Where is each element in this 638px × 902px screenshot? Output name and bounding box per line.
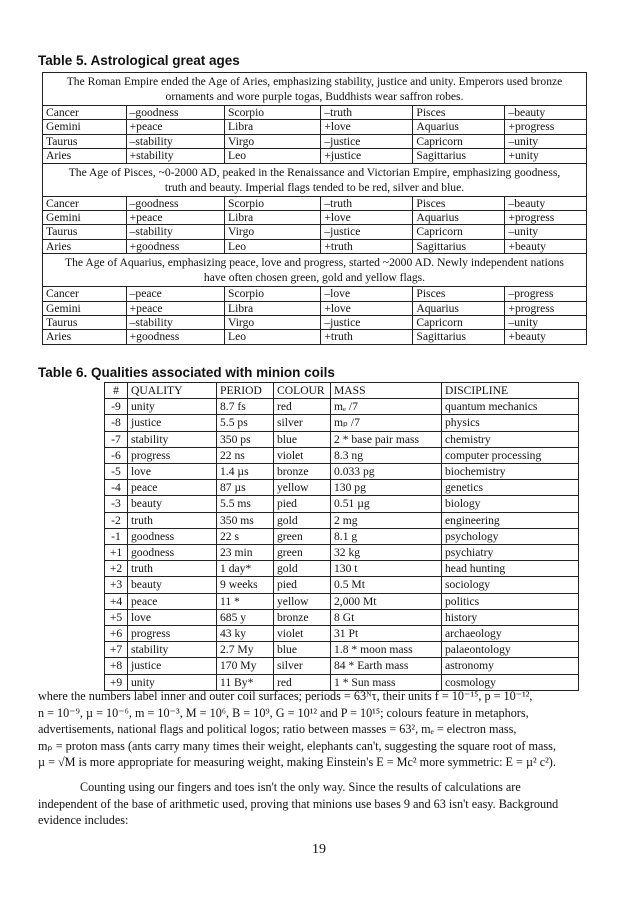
quality-cell: stability <box>128 431 217 447</box>
table-row <box>43 239 587 253</box>
period-cell: 5.5 ms <box>217 496 274 512</box>
index-cell: +8 <box>105 658 128 674</box>
zodiac-sign-cell: Virgo <box>225 316 321 330</box>
quality-cell: progress <box>128 626 217 642</box>
table6-minion-qualities <box>104 382 579 691</box>
mass-cell: 1 * Sun mass <box>331 674 442 690</box>
notes-paragraph <box>38 688 598 771</box>
discipline-cell: psychiatry <box>442 545 579 561</box>
colour-cell: silver <box>274 415 331 431</box>
zodiac-sign-cell: Cancer <box>43 196 127 210</box>
index-cell: -6 <box>105 447 128 463</box>
mass-cell: 1.8 * moon mass <box>331 642 442 658</box>
index-cell: -7 <box>105 431 128 447</box>
discipline-cell: psychology <box>442 528 579 544</box>
quality-cell: –justice <box>321 134 413 148</box>
discipline-cell: archaeology <box>442 626 579 642</box>
text-line: mₚ = proton mass (ants carry many times their weight, elephants can't, suggesting the square root of mass, <box>38 738 556 753</box>
zodiac-sign-cell: Scorpio <box>225 106 321 120</box>
quality-cell: –truth <box>321 196 413 210</box>
column-header: PERIOD <box>217 383 274 399</box>
quality-cell: –goodness <box>126 106 224 120</box>
period-cell: 350 ps <box>217 431 274 447</box>
period-cell: 22 s <box>217 528 274 544</box>
table-row <box>105 480 579 496</box>
discipline-cell: sociology <box>442 577 579 593</box>
zodiac-sign-cell: Taurus <box>43 134 127 148</box>
page-number: 19 <box>312 842 326 857</box>
colour-cell: yellow <box>274 593 331 609</box>
text-line: advertisements, national flags and political logos; ratio between masses = 63², mₑ = electron mass, <box>38 722 517 736</box>
zodiac-sign-cell: Libra <box>225 120 321 134</box>
zodiac-sign-cell: Scorpio <box>225 196 321 210</box>
discipline-cell: palaeontology <box>442 642 579 658</box>
mass-cell: mₚ /7 <box>331 415 442 431</box>
quality-cell: –beauty <box>505 106 587 120</box>
quality-cell: progress <box>128 447 217 463</box>
column-header: COLOUR <box>274 383 331 399</box>
table-row <box>43 225 587 239</box>
period-cell: 2.7 My <box>217 642 274 658</box>
colour-cell: green <box>274 528 331 544</box>
colour-cell: bronze <box>274 464 331 480</box>
mass-cell: 2 * base pair mass <box>331 431 442 447</box>
quality-cell: unity <box>128 399 217 415</box>
table-row <box>105 415 579 431</box>
mass-cell: 2,000 Mt <box>331 593 442 609</box>
table-row <box>105 447 579 463</box>
zodiac-sign-cell: Pisces <box>413 287 505 301</box>
table5-astrological-ages <box>42 72 587 345</box>
zodiac-sign-cell: Libra <box>225 211 321 225</box>
period-cell: 5.5 ps <box>217 415 274 431</box>
index-cell: +2 <box>105 561 128 577</box>
zodiac-sign-cell: Pisces <box>413 196 505 210</box>
quality-cell: –unity <box>505 316 587 330</box>
discipline-cell: head hunting <box>442 561 579 577</box>
quality-cell: –beauty <box>505 196 587 210</box>
table-row <box>105 642 579 658</box>
mass-cell: 0.51 µg <box>331 496 442 512</box>
index-cell: -4 <box>105 480 128 496</box>
period-cell: 350 ms <box>217 512 274 528</box>
index-cell: +5 <box>105 609 128 625</box>
index-cell: +4 <box>105 593 128 609</box>
quality-cell: –stability <box>126 316 224 330</box>
table6-caption: Table 6. Qualities associated with minion coils <box>38 365 335 380</box>
zodiac-sign-cell: Gemini <box>43 211 127 225</box>
mass-cell: 84 * Earth mass <box>331 658 442 674</box>
quality-cell: –peace <box>126 287 224 301</box>
table-row <box>105 658 579 674</box>
colour-cell: green <box>274 545 331 561</box>
period-cell: 23 min <box>217 545 274 561</box>
text-line: Counting using our fingers and toes isn't the only way. Since the results of calculations are <box>80 780 521 794</box>
zodiac-sign-cell: Gemini <box>43 120 127 134</box>
discipline-cell: computer processing <box>442 447 579 463</box>
period-cell: 8.7 fs <box>217 399 274 415</box>
table-row <box>43 106 587 120</box>
quality-cell: –progress <box>505 287 587 301</box>
quality-cell: –stability <box>126 134 224 148</box>
quality-cell: +truth <box>321 239 413 253</box>
discipline-cell: quantum mechanics <box>442 399 579 415</box>
quality-cell: love <box>128 464 217 480</box>
zodiac-sign-cell: Sagittarius <box>413 330 505 344</box>
index-cell: -8 <box>105 415 128 431</box>
discipline-cell: chemistry <box>442 431 579 447</box>
period-cell: 11 By* <box>217 674 274 690</box>
zodiac-sign-cell: Scorpio <box>225 287 321 301</box>
zodiac-sign-cell: Capricorn <box>413 316 505 330</box>
index-cell: +7 <box>105 642 128 658</box>
mass-cell: 32 kg <box>331 545 442 561</box>
zodiac-sign-cell: Virgo <box>225 134 321 148</box>
table-row <box>105 545 579 561</box>
age-description: The Age of Aquarius, emphasizing peace, love and progress, started ~2000 AD. Newly independent nations have often chosen green, gold and yellow flags. <box>43 254 587 287</box>
discipline-cell: biochemistry <box>442 464 579 480</box>
table-row <box>105 496 579 512</box>
discipline-cell: politics <box>442 593 579 609</box>
zodiac-sign-cell: Taurus <box>43 316 127 330</box>
discipline-cell: engineering <box>442 512 579 528</box>
mass-cell: 130 t <box>331 561 442 577</box>
column-header: MASS <box>331 383 442 399</box>
quality-cell: peace <box>128 480 217 496</box>
table-row <box>105 577 579 593</box>
mass-cell: mₑ /7 <box>331 399 442 415</box>
text-line: n = 10⁻⁹, µ = 10⁻⁶, m = 10⁻³, M = 10⁶, B = 10⁹, G = 10¹² and P = 10¹⁵; colours feature in metaphors, <box>38 705 529 720</box>
table-row <box>43 134 587 148</box>
quality-cell: +goodness <box>126 330 224 344</box>
index-cell: +6 <box>105 626 128 642</box>
mass-cell: 0.5 Mt <box>331 577 442 593</box>
quality-cell: +love <box>321 301 413 315</box>
period-cell: 11 * <box>217 593 274 609</box>
text-line: independent of the base of arithmetic used, proving that minions use bases 9 and 63 isn't easy. Background <box>38 796 559 811</box>
quality-cell: truth <box>128 561 217 577</box>
quality-cell: +love <box>321 120 413 134</box>
colour-cell: violet <box>274 447 331 463</box>
index-cell: -3 <box>105 496 128 512</box>
quality-cell: –truth <box>321 106 413 120</box>
colour-cell: yellow <box>274 480 331 496</box>
quality-cell: beauty <box>128 577 217 593</box>
quality-cell: +unity <box>505 149 587 163</box>
quality-cell: peace <box>128 593 217 609</box>
text-line: where the numbers label inner and outer coil surfaces; periods = 63ᴺτ, their units f = 10⁻¹⁵, p = 10⁻¹², <box>38 689 533 703</box>
period-cell: 43 ky <box>217 626 274 642</box>
mass-cell: 8.3 ng <box>331 447 442 463</box>
quality-cell: +progress <box>505 301 587 315</box>
zodiac-sign-cell: Taurus <box>43 225 127 239</box>
zodiac-sign-cell: Pisces <box>413 106 505 120</box>
quality-cell: –unity <box>505 134 587 148</box>
quality-cell: +truth <box>321 330 413 344</box>
index-cell: -2 <box>105 512 128 528</box>
table-row <box>43 330 587 344</box>
table-header-row <box>105 383 579 399</box>
zodiac-sign-cell: Leo <box>225 149 321 163</box>
table-row <box>43 301 587 315</box>
quality-cell: –unity <box>505 225 587 239</box>
table-row <box>43 196 587 210</box>
zodiac-sign-cell: Capricorn <box>413 225 505 239</box>
quality-cell: +peace <box>126 211 224 225</box>
period-cell: 1.4 µs <box>217 464 274 480</box>
zodiac-sign-cell: Capricorn <box>413 134 505 148</box>
zodiac-sign-cell: Virgo <box>225 225 321 239</box>
colour-cell: bronze <box>274 609 331 625</box>
period-cell: 87 µs <box>217 480 274 496</box>
period-cell: 170 My <box>217 658 274 674</box>
quality-cell: stability <box>128 642 217 658</box>
zodiac-sign-cell: Libra <box>225 301 321 315</box>
age-description: The Roman Empire ended the Age of Aries, emphasizing stability, justice and unity. Emperors used bronze ornaments and wore purple togas, Buddhists wear saffron robes. <box>43 73 587 106</box>
index-cell: +1 <box>105 545 128 561</box>
colour-cell: gold <box>274 512 331 528</box>
index-cell: -5 <box>105 464 128 480</box>
period-cell: 1 day* <box>217 561 274 577</box>
colour-cell: blue <box>274 431 331 447</box>
quality-cell: +peace <box>126 301 224 315</box>
table-row <box>105 512 579 528</box>
discipline-cell: cosmology <box>442 674 579 690</box>
discipline-cell: astronomy <box>442 658 579 674</box>
table-row <box>105 528 579 544</box>
quality-cell: +love <box>321 211 413 225</box>
zodiac-sign-cell: Aquarius <box>413 301 505 315</box>
quality-cell: justice <box>128 415 217 431</box>
period-cell: 22 ns <box>217 447 274 463</box>
index-cell: -9 <box>105 399 128 415</box>
table-row <box>43 149 587 163</box>
zodiac-sign-cell: Aries <box>43 239 127 253</box>
mass-cell: 2 mg <box>331 512 442 528</box>
table5-caption: Table 5. Astrological great ages <box>38 53 240 68</box>
age-description: The Age of Pisces, ~0-2000 AD, peaked in the Renaissance and Victorian Empire, emphasizing goodness, truth and beauty. Imperial flags tended to be red, silver and blue. <box>43 163 587 196</box>
mass-cell: 0.033 pg <box>331 464 442 480</box>
zodiac-sign-cell: Aquarius <box>413 120 505 134</box>
table-row <box>43 120 587 134</box>
period-cell: 685 y <box>217 609 274 625</box>
table-row <box>105 609 579 625</box>
quality-cell: love <box>128 609 217 625</box>
mass-cell: 8 Gt <box>331 609 442 625</box>
quality-cell: +progress <box>505 120 587 134</box>
zodiac-sign-cell: Sagittarius <box>413 239 505 253</box>
zodiac-sign-cell: Leo <box>225 330 321 344</box>
zodiac-sign-cell: Aries <box>43 330 127 344</box>
zodiac-sign-cell: Cancer <box>43 287 127 301</box>
table-row <box>43 316 587 330</box>
quality-cell: +beauty <box>505 239 587 253</box>
quality-cell: unity <box>128 674 217 690</box>
zodiac-sign-cell: Aries <box>43 149 127 163</box>
quality-cell: –love <box>321 287 413 301</box>
mass-cell: 31 Pt <box>331 626 442 642</box>
quality-cell: –justice <box>321 225 413 239</box>
colour-cell: pied <box>274 496 331 512</box>
colour-cell: red <box>274 674 331 690</box>
quality-cell: +peace <box>126 120 224 134</box>
column-header: # <box>105 383 128 399</box>
table-row <box>105 626 579 642</box>
index-cell: -1 <box>105 528 128 544</box>
zodiac-sign-cell: Aquarius <box>413 211 505 225</box>
discipline-cell: history <box>442 609 579 625</box>
discipline-cell: physics <box>442 415 579 431</box>
column-header: QUALITY <box>128 383 217 399</box>
quality-cell: –stability <box>126 225 224 239</box>
zodiac-sign-cell: Sagittarius <box>413 149 505 163</box>
table-row <box>105 431 579 447</box>
body-paragraph <box>38 779 598 829</box>
index-cell: +3 <box>105 577 128 593</box>
table-row <box>105 561 579 577</box>
quality-cell: +justice <box>321 149 413 163</box>
table-row <box>105 399 579 415</box>
quality-cell: beauty <box>128 496 217 512</box>
quality-cell: goodness <box>128 545 217 561</box>
zodiac-sign-cell: Cancer <box>43 106 127 120</box>
index-cell: +9 <box>105 674 128 690</box>
table-row <box>43 287 587 301</box>
quality-cell: +stability <box>126 149 224 163</box>
colour-cell: gold <box>274 561 331 577</box>
quality-cell: +progress <box>505 211 587 225</box>
table-row <box>105 593 579 609</box>
column-header: DISCIPLINE <box>442 383 579 399</box>
quality-cell: truth <box>128 512 217 528</box>
quality-cell: goodness <box>128 528 217 544</box>
discipline-cell: genetics <box>442 480 579 496</box>
quality-cell: +beauty <box>505 330 587 344</box>
colour-cell: pied <box>274 577 331 593</box>
quality-cell: +goodness <box>126 239 224 253</box>
zodiac-sign-cell: Leo <box>225 239 321 253</box>
colour-cell: violet <box>274 626 331 642</box>
mass-cell: 130 pg <box>331 480 442 496</box>
discipline-cell: biology <box>442 496 579 512</box>
quality-cell: justice <box>128 658 217 674</box>
colour-cell: blue <box>274 642 331 658</box>
quality-cell: –goodness <box>126 196 224 210</box>
zodiac-sign-cell: Gemini <box>43 301 127 315</box>
text-line: evidence includes: <box>38 813 129 827</box>
colour-cell: red <box>274 399 331 415</box>
period-cell: 9 weeks <box>217 577 274 593</box>
table-row <box>105 464 579 480</box>
mass-cell: 8.1 g <box>331 528 442 544</box>
quality-cell: –justice <box>321 316 413 330</box>
colour-cell: silver <box>274 658 331 674</box>
text-line: µ = √M is more appropriate for measuring weight, making Einstein's E = Mc² more symmetric: E = µ² c²). <box>38 755 556 769</box>
table-row <box>43 211 587 225</box>
